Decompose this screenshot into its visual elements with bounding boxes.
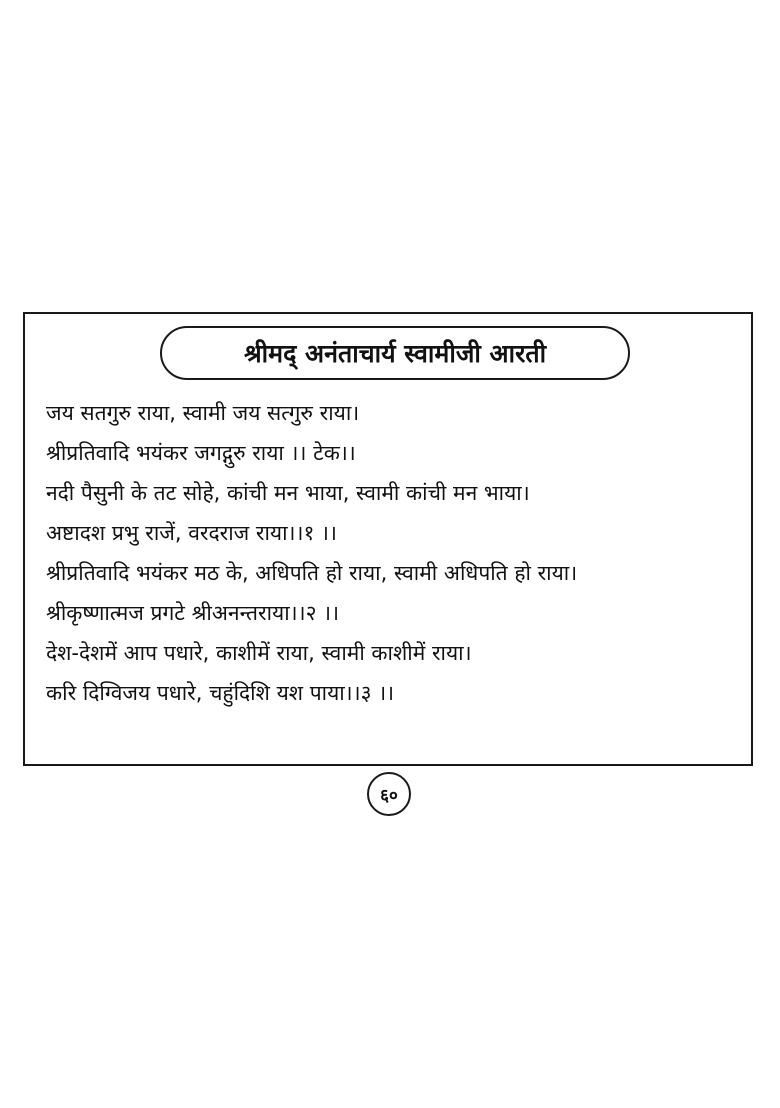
verse-list	[46, 393, 746, 713]
verse-line-6: श्रीकृष्णात्मज प्रगटे श्रीअनन्तराया।।२ ।।	[46, 601, 340, 625]
verse-line-8: करि दिग्विजय पधारे, चहुंदिशि यश पाया।।३ ।।	[46, 681, 395, 705]
verse-line-2: श्रीप्रतिवादि भयंकर जगद्गुरु राया ।। टेक।।	[46, 441, 356, 465]
verse-line-5: श्रीप्रतिवादि भयंकर मठ के, अधिपति हो राया, स्वामी अधिपति हो राया।	[46, 561, 578, 585]
title-pill	[160, 326, 630, 380]
verse-line-4: अष्टादश प्रभु राजें, वरदराज राया।।१ ।।	[46, 521, 337, 545]
verse-line-7: देश-देशमें आप पधारे, काशीमें राया, स्वामी काशीमें राया।	[46, 641, 472, 665]
page-number: ६०	[367, 772, 411, 816]
aarti-title: श्रीमद् अनंताचार्य स्वामीजी आरती	[243, 339, 547, 368]
verse-line-3: नदी पैसुनी के तट सोहे, कांची मन भाया, स्वामी कांची मन भाया।	[46, 481, 530, 505]
verse-line-1: जय सतगुरु राया, स्वामी जय सत्गुरु राया।	[46, 401, 360, 425]
